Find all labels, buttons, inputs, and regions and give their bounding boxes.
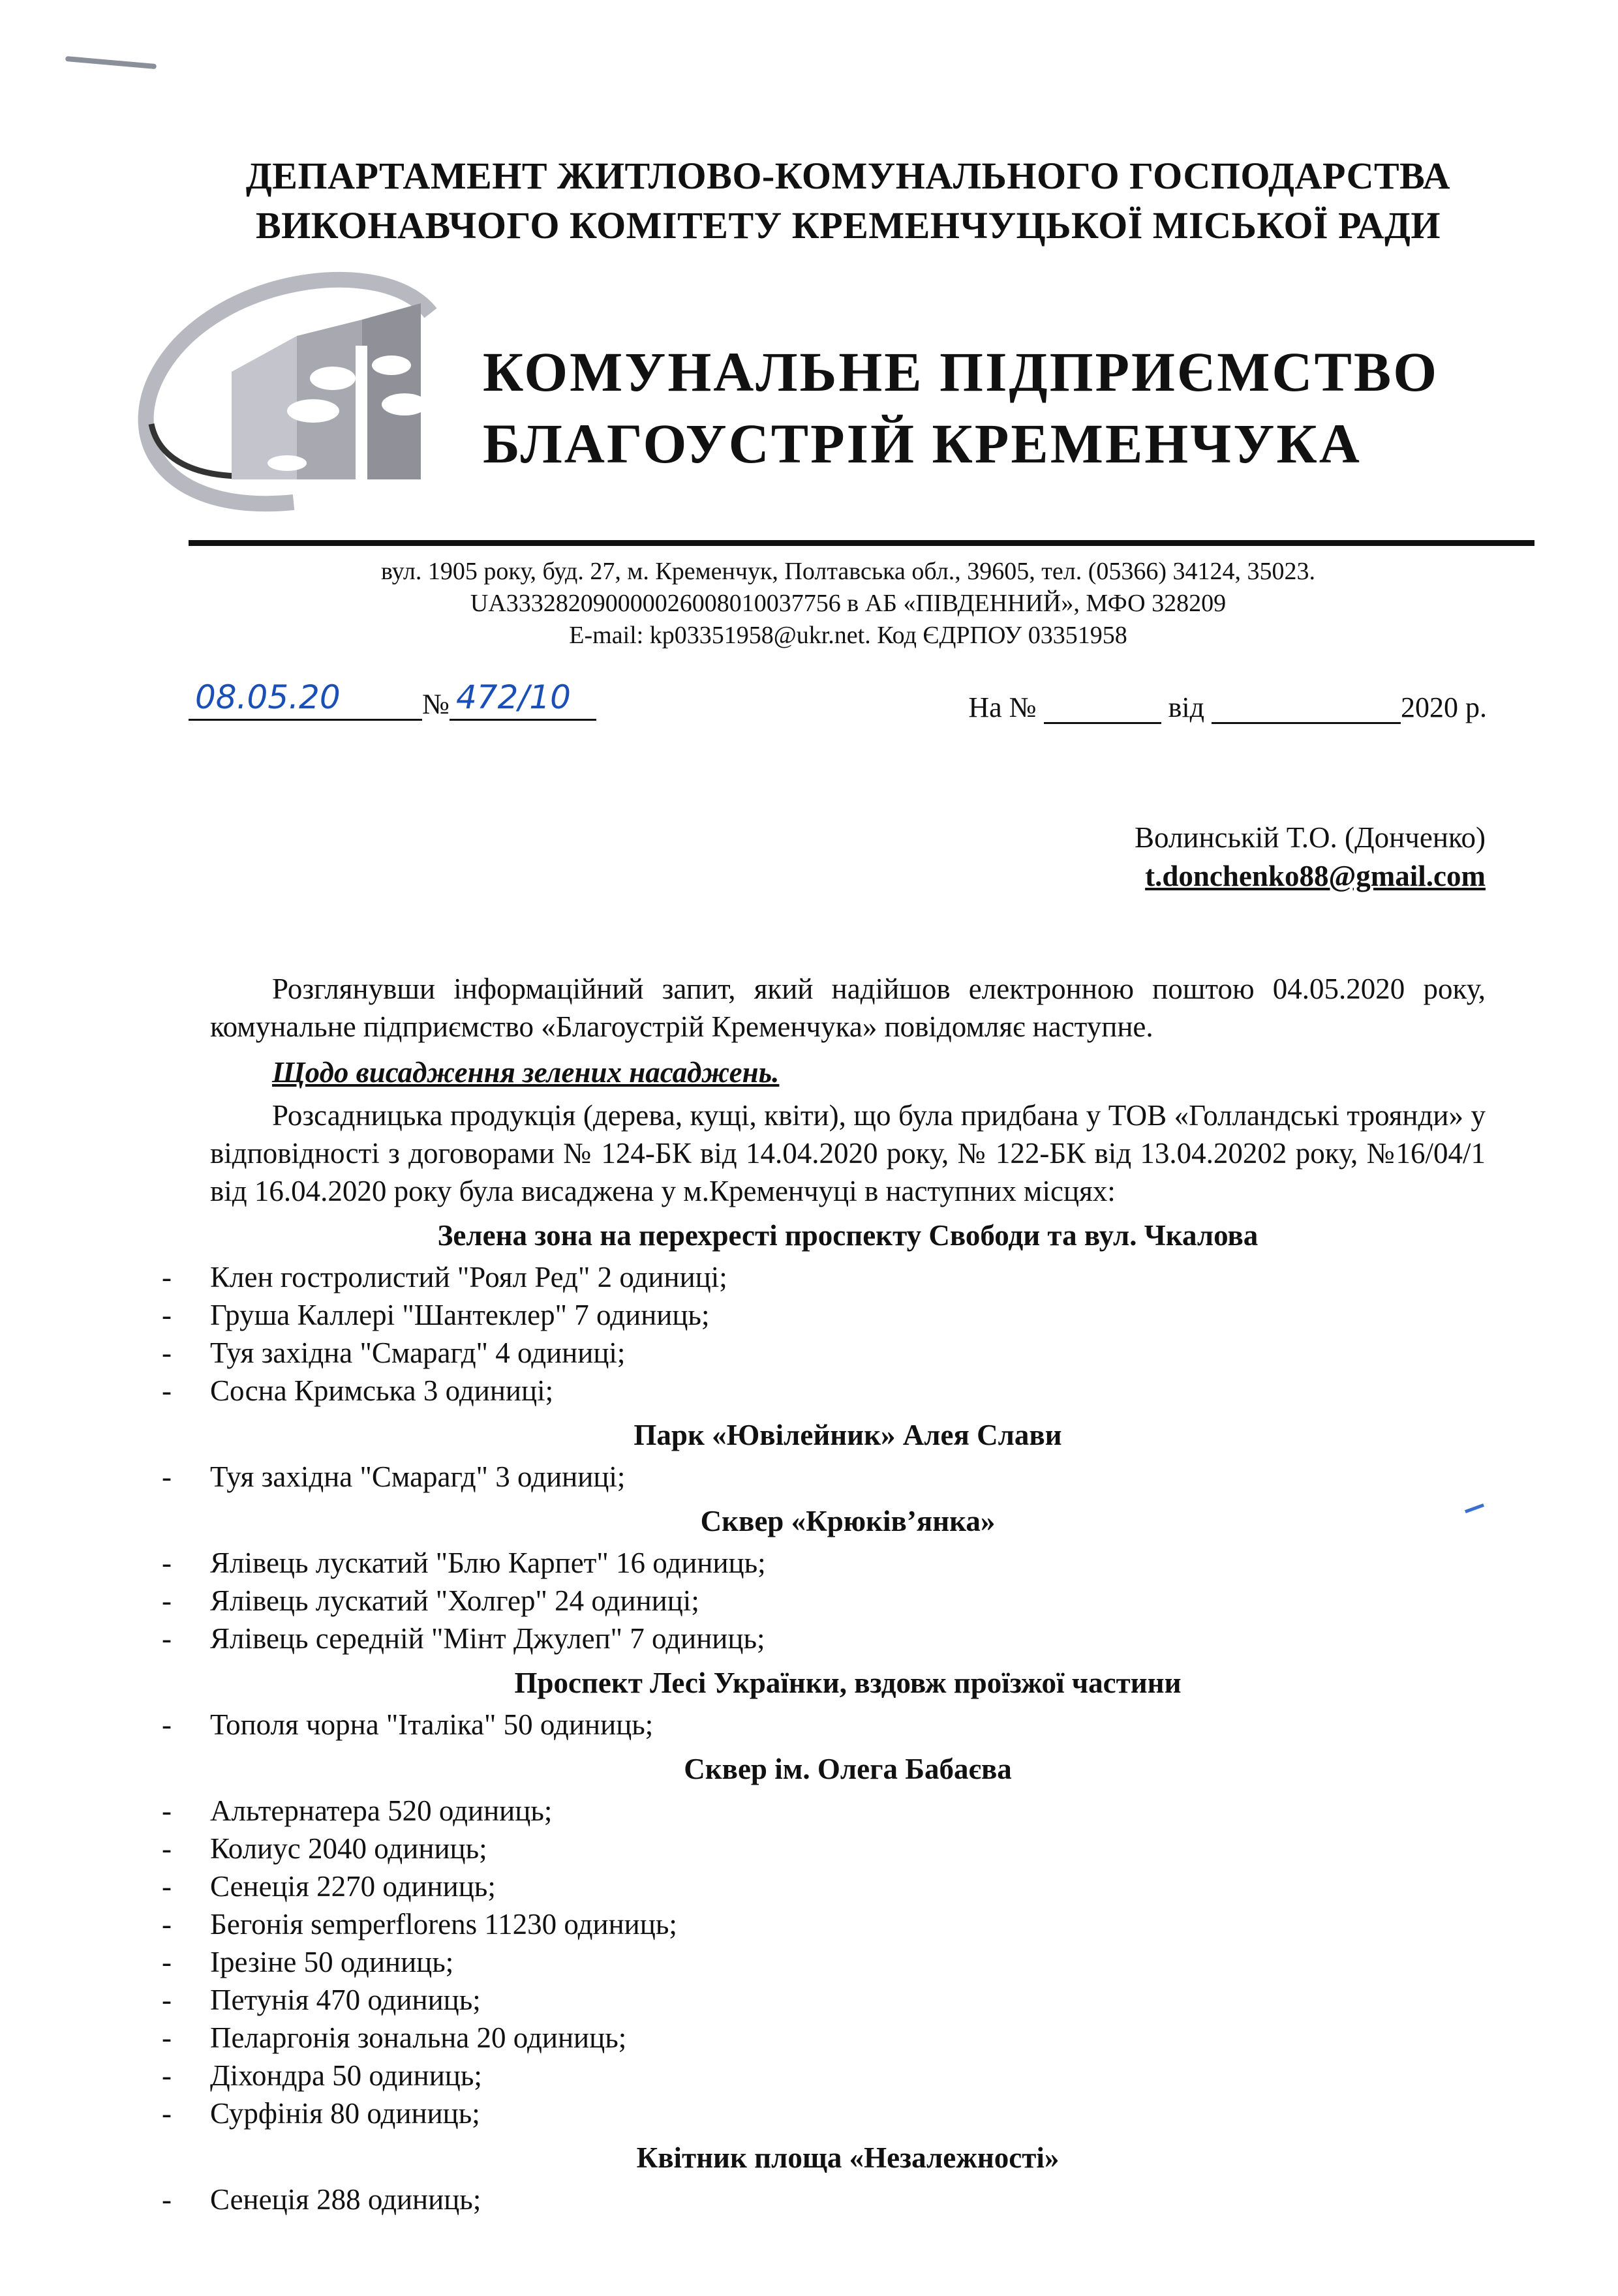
list-item [162, 2057, 1486, 2094]
list-dash: - [162, 1261, 172, 1293]
list-item [162, 2019, 1486, 2057]
list-item-text: Альтернатера 520 одиниць; [210, 1794, 553, 1827]
list-item-text: Ялівець лускатий "Холгер" 24 одиниці; [210, 1584, 699, 1617]
list-item-text: Петунія 470 одиниць; [210, 1984, 481, 2016]
list-dash: - [162, 2097, 172, 2130]
list-dash: - [162, 1708, 172, 1741]
list-item [162, 1334, 1486, 1372]
list-item [162, 1792, 1486, 1830]
incoming-date-label: від [1168, 691, 1204, 723]
company-line: КОМУНАЛЬНЕ ПІДПРИЄМСТВО [483, 340, 1439, 403]
list-dash: - [162, 2059, 172, 2092]
list-item-text: Клен гостролистий "Роял Ред" 2 одиниці; [210, 1261, 727, 1293]
department-line: ДЕПАРТАМЕНТ ЖИТЛОВО-КОМУНАЛЬНОГО ГОСПОДАРСТВА [245, 155, 1451, 197]
list-item [162, 1544, 1486, 1582]
section-heading: Проспект Лесі Українки, вздовж проїзжої частини [514, 1667, 1182, 1699]
planting-sections [162, 1210, 1486, 2218]
incoming-number-blank [1044, 696, 1161, 724]
section-heading: Квітник площа «Незалежності» [636, 2141, 1060, 2174]
address-block [0, 556, 1618, 652]
list-dash: - [162, 1460, 172, 1493]
header-rule [189, 540, 1534, 546]
list-item-text: Сурфінія 80 одиниць; [210, 2097, 480, 2130]
section-heading: Сквер ім. Олега Бабаєва [684, 1753, 1012, 1785]
list-item [162, 1830, 1486, 1867]
department-line: ВИКОНАВЧОГО КОМІТЕТУ КРЕМЕНЧУЦЬКОЇ МІСЬКОЇ РАДИ [255, 204, 1441, 247]
list-item [162, 1867, 1486, 1905]
incoming-date-blank [1212, 696, 1401, 724]
list-dash: - [162, 1832, 172, 1865]
list-item-text: Туя західна "Смарагд" 4 одиниці; [210, 1337, 626, 1369]
number-sign: № [422, 688, 450, 720]
outgoing-date: 08.05.20 [195, 678, 341, 716]
outgoing-date-field [189, 678, 422, 721]
recipient-email[interactable]: t.donchenko88@gmail.com [1145, 860, 1486, 892]
list-dash: - [162, 1374, 172, 1407]
list-dash: - [162, 1622, 172, 1655]
list-item [162, 1296, 1486, 1334]
section-heading: Сквер «Крюків’янка» [700, 1505, 996, 1537]
incoming-year: 2020 р. [1401, 691, 1487, 723]
list-item-text: Сенеція 2270 одиниць; [210, 1870, 496, 1903]
list-item [162, 1706, 1486, 1744]
list-item-text: Колиус 2040 одиниць; [210, 1832, 487, 1865]
outgoing-number: 472/10 [455, 678, 571, 716]
bank-line: UA333282090000026008010037756 в АБ «ПІВДЕННИЙ», МФО 328209 [470, 590, 1227, 617]
company-name [483, 336, 1439, 479]
list-item-text: Сенеція 288 одиниць; [210, 2183, 481, 2216]
company-logo [124, 267, 437, 515]
email-line: E-mail: kp03351958@ukr.net. Код ЄДРПОУ 03351958 [569, 622, 1127, 649]
list-item-text: Бегонія semperflorens 11230 одиниць; [210, 1908, 677, 1941]
letter-body [162, 970, 1486, 2218]
list-dash: - [162, 1299, 172, 1331]
list-item-text: Тополя чорна "Італіка" 50 одиниць; [210, 1708, 654, 1741]
purchase-paragraph: Розсадницька продукція (дерева, кущі, квіти), що була придбана у ТОВ «Голландські троянди» у відповідності з договорами № 124-БК від 14.04.2020 року, № 122-БК від 13.04.20202 року, №16/04/1 від 16.04.2020 року була висаджена у м.Кременчуці в наступних місцях: [210, 1099, 1486, 1207]
list-dash: - [162, 1870, 172, 1903]
staple-mark [65, 56, 157, 69]
recipient-name: Волинській Т.О. (Донченко) [1135, 821, 1486, 854]
list-item [162, 1981, 1486, 2019]
list-dash: - [162, 1984, 172, 2016]
list-dash: - [162, 2021, 172, 2054]
list-dash: - [162, 1584, 172, 1617]
subheading: Щодо висадження зелених насаджень. [272, 1056, 780, 1089]
list-item [162, 1905, 1486, 1943]
list-dash: - [162, 1337, 172, 1369]
department-header [0, 151, 1618, 250]
list-item-text: Діхондра 50 одиниць; [210, 2059, 482, 2092]
incoming-number-label: На № [968, 691, 1037, 723]
list-item-text: Сосна Кримська 3 одиниці; [210, 1374, 554, 1407]
list-item-text: Пеларгонія зональна 20 одиниць; [210, 2021, 627, 2054]
list-dash: - [162, 2183, 172, 2216]
list-item [162, 1582, 1486, 1620]
list-item [162, 1620, 1486, 1657]
list-dash: - [162, 1794, 172, 1827]
list-item [162, 1458, 1486, 1496]
list-dash: - [162, 1908, 172, 1941]
list-dash: - [162, 1946, 172, 1978]
list-item-text: Ялівець лускатий "Блю Карпет" 16 одиниць; [210, 1547, 766, 1579]
recipient-block [1135, 819, 1486, 896]
list-item [162, 1943, 1486, 1981]
list-item [162, 2181, 1486, 2218]
list-item [162, 1372, 1486, 1410]
list-item-text: Туя західна "Смарагд" 3 одиниці; [210, 1460, 626, 1493]
list-item-text: Ялівець середній "Мінт Джулеп" 7 одиниць; [210, 1622, 765, 1655]
list-item-text: Ірезіне 50 одиниць; [210, 1946, 454, 1978]
address-line: вул. 1905 року, буд. 27, м. Кременчук, Полтавська обл., 39605, тел. (05366) 34124, 35023. [380, 558, 1316, 585]
company-line: БЛАГОУСТРІЙ КРЕМЕНЧУКА [483, 412, 1362, 475]
outgoing-number-field [450, 678, 596, 721]
intro-paragraph: Розглянувши інформаційний запит, який надійшов електронною поштою 04.05.2020 року, комунальне підприємство «Благоустрій Кременчука» повідомляє наступне. [210, 973, 1486, 1043]
incoming-reference [968, 691, 1487, 724]
section-heading: Зелена зона на перехресті проспекту Свободи та вул. Чкалова [437, 1219, 1259, 1252]
section-heading: Парк «Ювілейник» Алея Слави [633, 1419, 1062, 1451]
list-item-text: Груша Каллері "Шантеклер" 7 одиниць; [210, 1299, 710, 1331]
reference-line [189, 678, 1487, 731]
list-dash: - [162, 1547, 172, 1579]
list-item [162, 2094, 1486, 2132]
list-item [162, 1258, 1486, 1296]
